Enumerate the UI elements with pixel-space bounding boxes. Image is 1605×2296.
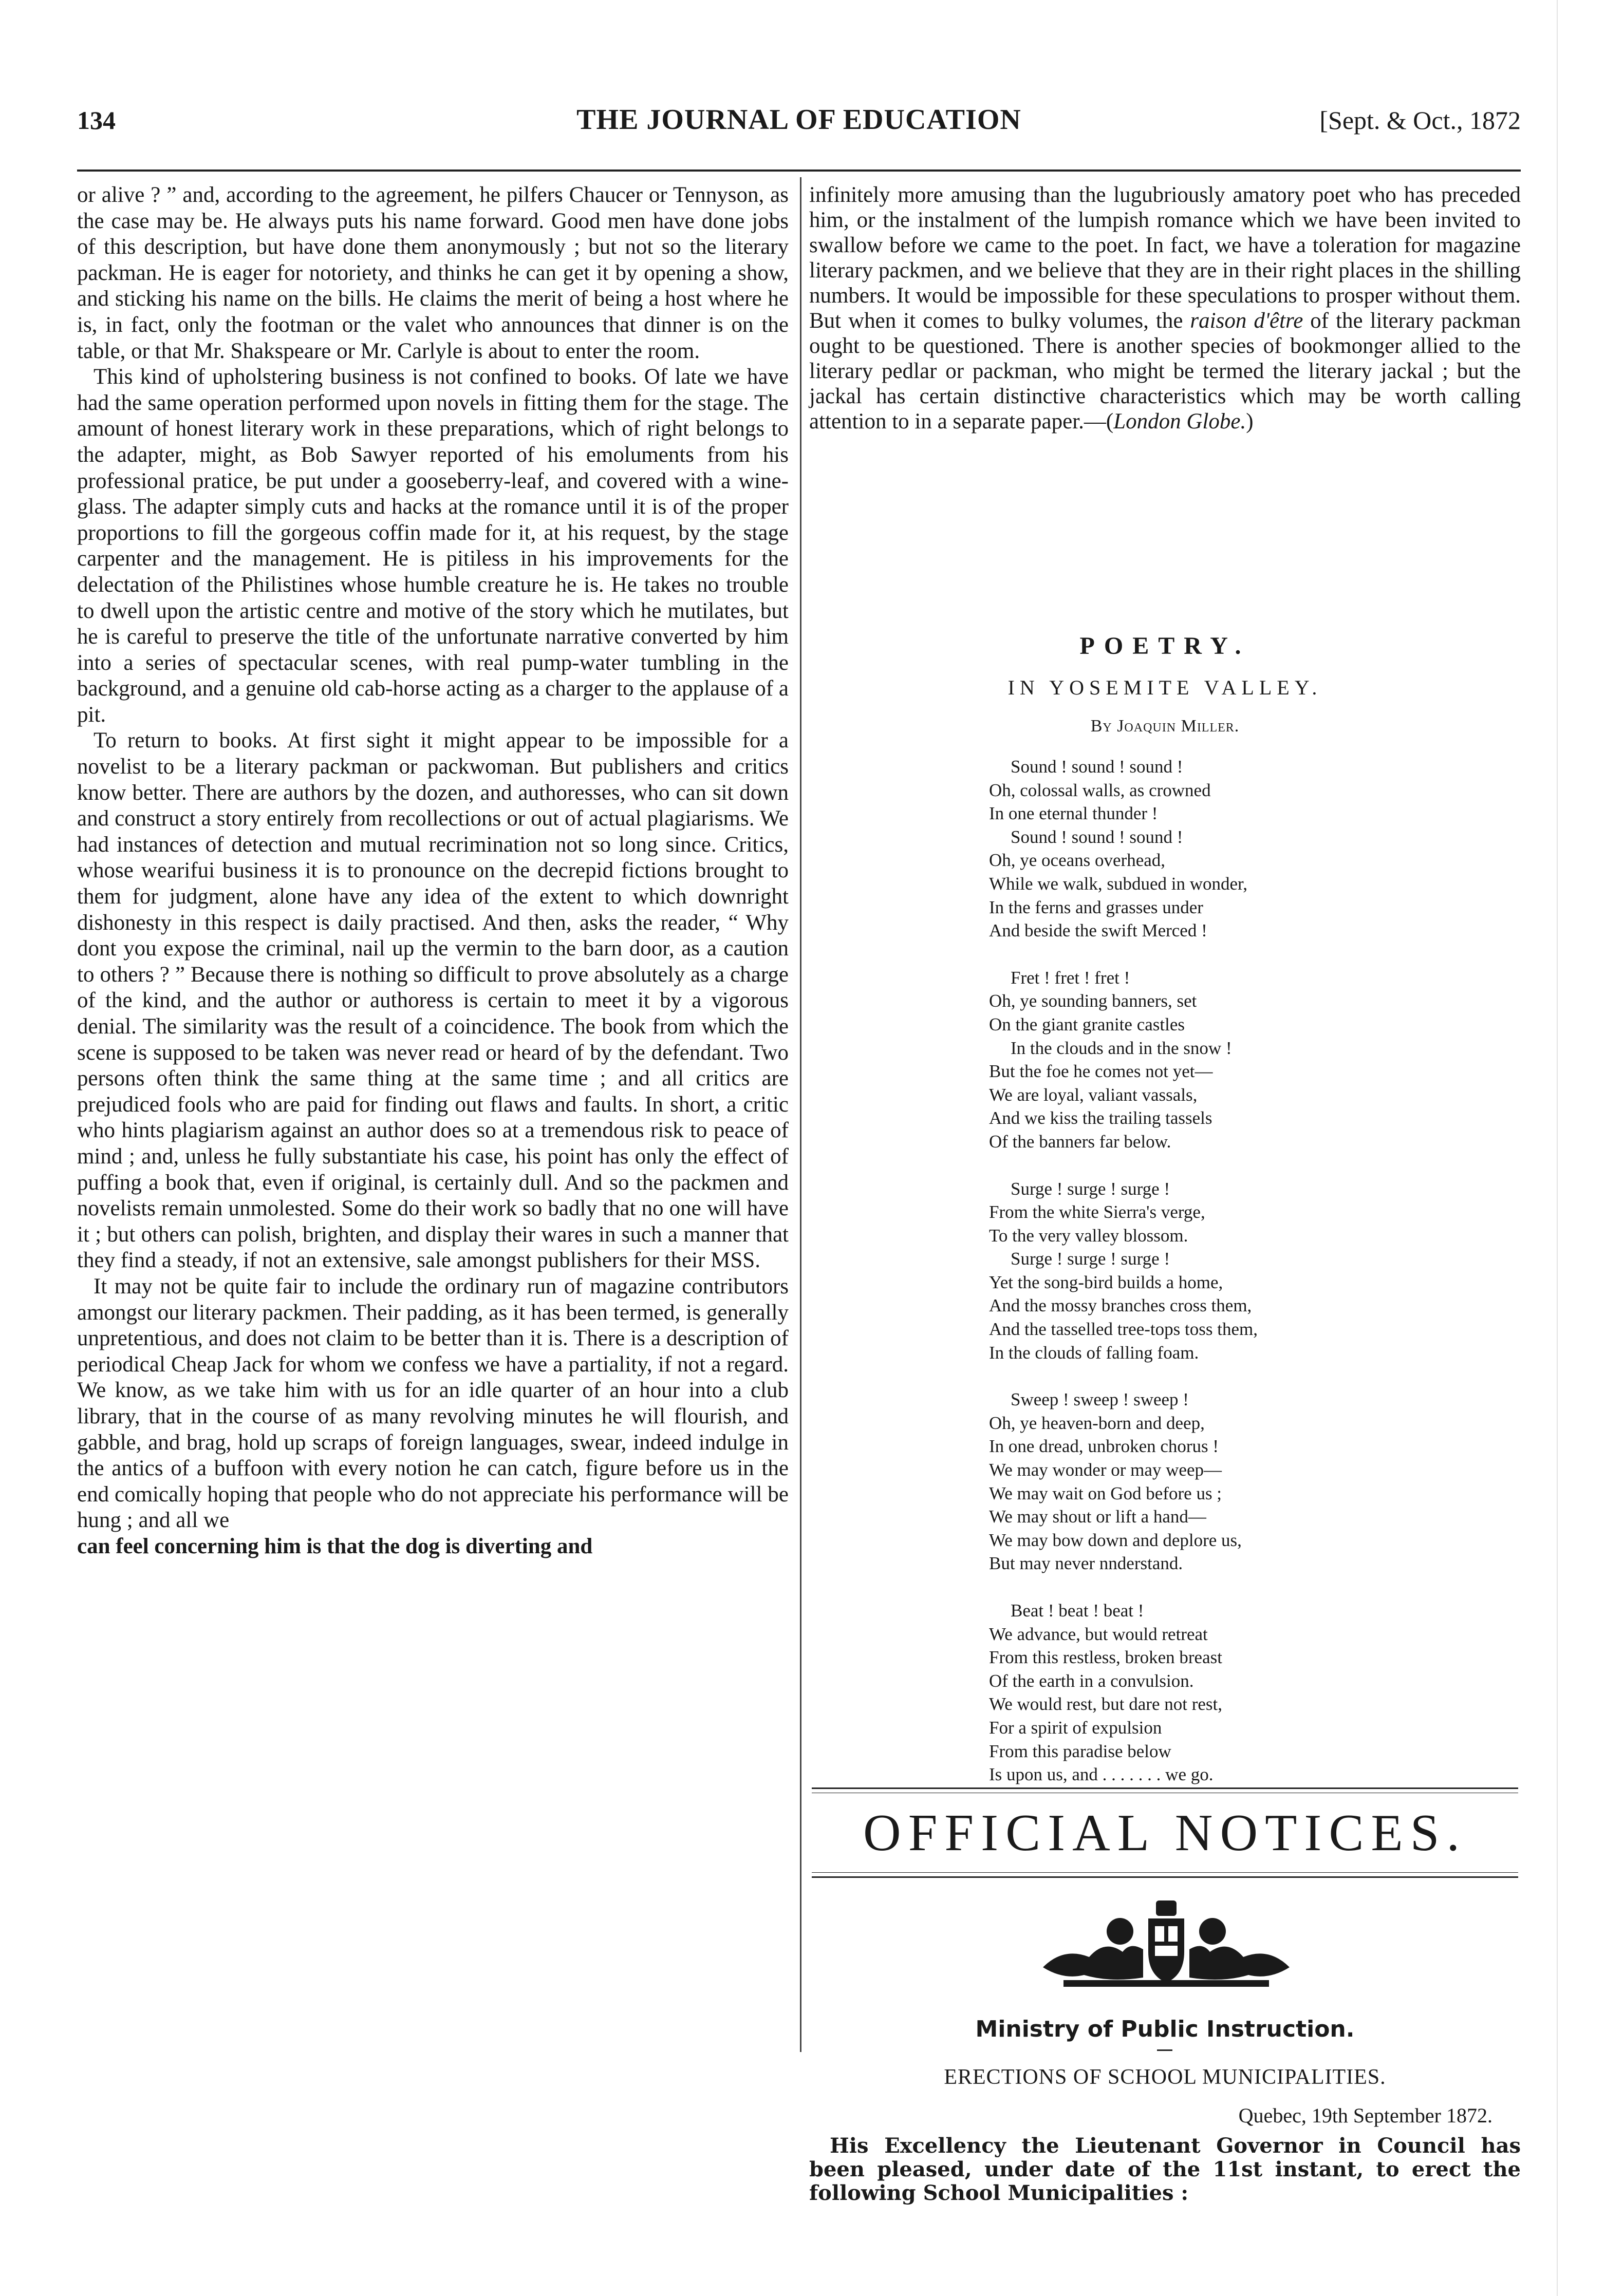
poem-line: Sound ! sound ! sound ! (1011, 757, 1183, 777)
notices-rule-bottom (812, 1872, 1518, 1878)
poem-line: In the clouds and in the snow ! (1011, 1038, 1232, 1058)
short-dash (1157, 2049, 1172, 2051)
poem-line: In one eternal thunder ! (989, 803, 1158, 824)
notices-rule-top (812, 1787, 1518, 1793)
poem-line: But may never nnderstand. (989, 1553, 1183, 1574)
poem-line: To the very valley blossom. (989, 1225, 1188, 1246)
right-prose (809, 182, 1521, 434)
left-paragraph-1: or alive ? ” and, according to the agreement, he pilfers Chaucer or Tennyson, as the case may be. He always puts his name forward. Good men have done jobs of this description, but have done them anonymously ; but not so the literary packman. He is eager for notoriety, and thinks he can get it by opening a show, and sticking his name on the bills. He claims the merit of being a host where he is, in fact, only the footman or the valet who announces that dinner is on the table, or that Mr. Shakspeare or Mr. Carlyle is about to enter the room. (77, 183, 789, 363)
ministry-heading: Ministry of Public Instruction. (975, 2016, 1355, 2042)
royal-arms-emblem-icon (1033, 1890, 1300, 1993)
poem-stanza (989, 755, 1503, 943)
poem-line: In the ferns and grasses under (989, 897, 1203, 917)
poem-line: Of the banners far below. (989, 1131, 1171, 1152)
poem-line: From the white Sierra's verge, (989, 1202, 1205, 1222)
left-paragraph-2: This kind of upholstering business is not confined to books. Of late we have had the same operation performed upon novels in fitting them for the stage. The amount of honest literary work in these preparations, which of right belongs to the adapter, might, as Bob Sawyer reported of his emoluments from his professional pratice, be put under a gooseberry-leaf, and covered with a wine-glass. The adapter simply cuts and hacks at the romance until it is of the proper proportions to fill the gorgeous coffin made for it, at his request, by the stage carpenter and the management. He is pitiless in his improvements for the delectation of the Philistines whose humble creature he is. He takes no trouble to dwell upon the artistic centre and motive of the story which he mutilates, but he is careful to preserve the title of the unfortunate narrative converted by him into a series of spectacular scenes, with real pump-water tumbling in the background, and a genuine old cab-horse acting as a charger to the applause of a pit. (77, 365, 789, 727)
header-rule (77, 170, 1521, 172)
poem-line: In the clouds of falling foam. (989, 1342, 1199, 1363)
poem-line: Fret ! fret ! fret ! (1011, 967, 1130, 988)
right-prose-paragraph (809, 182, 1521, 434)
poem-line: Oh, ye sounding banners, set (989, 991, 1197, 1011)
left-paragraph-3: To return to books. At first sight it might appear to be impossible for a novelist to be a literary packman or packwoman. But publishers and critics know better. There are authors by the dozen, and authoresses, who can sit down and construct a story entirely from recollections or out of actual plagiarisms. We had instances of detection and mutual recrimination not so long since. Critics, whose wearifui business it is to pronounce on the decrepid fictions brought to them for judgment, alone have any idea of the extent to which downright dishonesty in this respect is daily practised. And then, asks the reader, “ Why dont you expose the criminal, nail up the vermin to the barn door, as a caution to others ? ” Because there is nothing so difficult to prove absolutely as a charge of the kind, and the author or authoress is certain to meet it by a vigorous denial. The similarity was the result of a coincidence. The book from which the scene is supposed to be taken was never read or heard of by the defendant. Two persons often think the same thing at the same time ; and all critics are prejudiced fools who are paid for finding out flaws and faults. In short, a critic who hints plagiarism against an author does so at a tremendous risk to peace of mind ; and, unless he fully substantiate his case, his point has only the effect of puffing a book that, even if original, is certainly dull. And so the packmen and novelists remain unmolested. Some do their work so badly that no one will have it ; but others can polish, brighten, and display their wares in such a manner that they find a steady, if not an extensive, sale amongst publishers for their MSS. (77, 728, 789, 1273)
poem-stanza (989, 1599, 1503, 1786)
poem-title: IN YOSEMITE VALLEY. (1007, 676, 1322, 699)
poem-line: And the tasselled tree-tops toss them, (989, 1319, 1258, 1340)
page-number: 134 (77, 106, 116, 135)
poem-line: And beside the swift Merced ! (989, 920, 1207, 941)
poem-stanza (989, 1388, 1503, 1575)
left-column (77, 182, 789, 1559)
poem-line: For a spirit of expulsion (989, 1717, 1162, 1738)
poem-line: Oh, colossal walls, as crowned (989, 780, 1211, 800)
notice-dateline: Quebec, 19th September 1872. (1238, 2104, 1492, 2127)
right-prose-italic-1: raison d'être (1190, 309, 1303, 333)
poem-line: We would rest, but dare not rest, (989, 1694, 1223, 1715)
erections-heading: ERECTIONS OF SCHOOL MUNICIPALITIES. (944, 2065, 1386, 2089)
poem-line: On the giant granite castles (989, 1014, 1185, 1034)
issue-date: [Sept. & Oct., 1872 (1319, 106, 1521, 135)
poem-line: Surge ! surge ! surge ! (1011, 1178, 1170, 1199)
poem-line: In one dread, unbroken chorus ! (989, 1436, 1219, 1457)
poem-line: Oh, ye oceans overhead, (989, 850, 1166, 871)
poem-line: We may wonder or may weep— (989, 1460, 1222, 1480)
poem-line: Surge ! surge ! surge ! (1011, 1249, 1170, 1269)
poem-line: We advance, but would retreat (989, 1624, 1208, 1644)
poem-line: From this restless, broken breast (989, 1647, 1222, 1668)
left-paragraph-4: It may not be quite fair to include the ordinary run of magazine contributors amongst our literary packmen. Their padding, as it has been termed, is generally unpretentious, and does not claim to be better than it is. There is a description of periodical Cheap Jack for whom we confess we have a partiality, if not a regard. We know, as we take him with us for an idle quarter of an hour into a club library, that in the course of as many revolving minutes he will flourish, and gabble, and brag, hold up scraps of foreign languages, swear, indeed indulge in the antics of a buffoon with every notion he can catch, figure before us in the end comically hoping that people who do not appreciate his performance will be hung ; and all we (77, 1274, 789, 1533)
right-prose-part-1: infinitely more amusing than the lugubriously amatory poet who has preceded him, or the instalment of the lumpish romance which we have been invited to swallow before we came to the poet. In fact, we have a toleration for magazine literary packmen, and we believe that they are in their right places in the shilling numbers. It would be impossible for these speculations to prosper without them. But when it comes to bulky volumes, the (809, 183, 1521, 333)
poem-line: Sweep ! sweep ! sweep ! (1011, 1389, 1189, 1410)
poem-line: Oh, ye heaven-born and deep, (989, 1413, 1205, 1433)
poem-line: Sound ! sound ! sound ! (1011, 826, 1183, 847)
poem-line: We may wait on God before us ; (989, 1483, 1222, 1503)
poem-line: We may shout or lift a hand— (989, 1507, 1206, 1527)
poem-line: We may bow down and deplore us, (989, 1530, 1242, 1550)
page-header (77, 100, 1521, 146)
poem-line: Beat ! beat ! beat ! (1011, 1601, 1144, 1621)
poem-stanza (989, 966, 1503, 1154)
right-prose-part-3: ) (1246, 409, 1254, 434)
poem-line: Of the earth in a convulsion. (989, 1670, 1194, 1691)
poem-body (989, 755, 1503, 1810)
poem-line: And the mossy branches cross them, (989, 1295, 1252, 1316)
poem-stanza (989, 1177, 1503, 1365)
right-margin-rule (1557, 0, 1558, 2296)
left-paragraph-5: can feel concerning him is that the dog is diverting and (77, 1534, 593, 1558)
notice-text: His Excellency the Lieutenant Governor in Council has been pleased, under date of the 11st instant, to erect the following School Municipalities : (809, 2134, 1521, 2205)
poem-line: While we walk, subdued in wonder, (989, 873, 1248, 894)
poetry-heading: POETRY. (1079, 632, 1251, 660)
column-separator (800, 177, 801, 2052)
poem-line: And we kiss the trailing tassels (989, 1108, 1212, 1128)
poem-line: We are loyal, valiant vassals, (989, 1084, 1198, 1105)
poem-author: By Joaquin Miller. (1090, 717, 1240, 736)
poem-line: Is upon us, and . . . . . . . we go. (989, 1764, 1214, 1785)
right-prose-part-2: of the literary packman ought to be questioned. There is another species of bookmonger allied to the literary pedlar or packman, who might be termed the literary jackal ; but the jackal has certain distinctive characteristics which may be worth calling attention to in a separate paper.—( (809, 309, 1521, 434)
journal-title: THE JOURNAL OF EDUCATION (576, 104, 1021, 136)
poem-line: From this paradise below (989, 1741, 1171, 1761)
poem-line: Yet the song-bird builds a home, (989, 1272, 1223, 1292)
official-notices-title: OFFICIAL NOTICES. (863, 1804, 1467, 1862)
right-prose-source: London Globe. (1113, 409, 1246, 434)
poem-line: But the foe he comes not yet— (989, 1061, 1213, 1082)
